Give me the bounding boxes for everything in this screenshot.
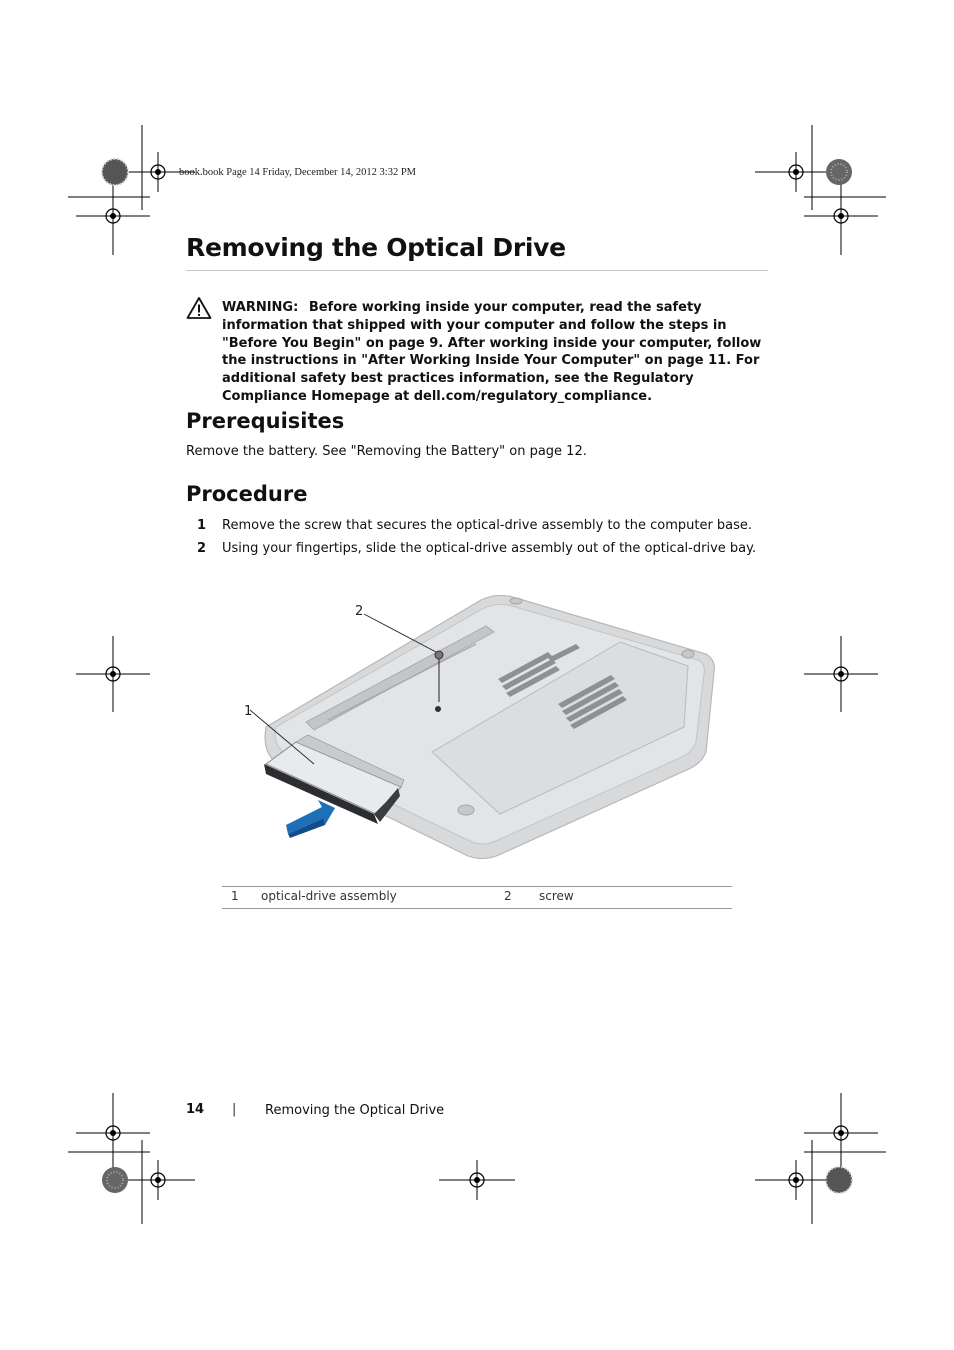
title-divider (186, 270, 768, 271)
warning-icon (186, 296, 212, 320)
prerequisites-heading: Prerequisites (186, 409, 345, 433)
step-number: 1 (197, 518, 207, 533)
procedure-step (197, 541, 756, 556)
step-number: 2 (197, 541, 207, 556)
figure-legend-table (222, 886, 732, 909)
procedure-step (197, 518, 752, 533)
step-text: Using your fingertips, slide the optical-drive assembly out of the optical-drive bay. (222, 541, 757, 556)
step-text: Remove the screw that secures the optical-drive assembly to the computer base. (222, 518, 753, 533)
warning-text: Before working inside your computer, read the safety information that shipped with your computer and follow the steps in "Before You Begin" on page 9. After working inside your computer, follow the instructions in "After Working Inside Your Computer" on page 11. For additional safety best practices information, see the Regulatory Compliance Homepage at dell.com/regulatory_compliance. (222, 300, 762, 404)
callout-number: 1 (244, 704, 253, 719)
warning-label: WARNING: (222, 300, 299, 315)
legend-number: 2 (504, 889, 512, 903)
legend-label: screw (539, 889, 574, 903)
page-number: 14 (186, 1102, 205, 1117)
callout-number: 2 (355, 604, 364, 619)
warning-block (222, 299, 782, 406)
print-slug: book.book Page 14 Friday, December 14, 2012 3:32 PM (179, 167, 416, 178)
page-title: Removing the Optical Drive (186, 233, 566, 262)
laptop-illustration (236, 592, 726, 867)
footer-section-title: Removing the Optical Drive (265, 1103, 445, 1118)
footer-separator: | (232, 1102, 237, 1117)
prerequisites-text: Remove the battery. See "Removing the Battery" on page 12. (186, 444, 587, 459)
legend-number: 1 (231, 889, 239, 903)
procedure-heading: Procedure (186, 482, 308, 506)
legend-label: optical-drive assembly (261, 889, 397, 903)
